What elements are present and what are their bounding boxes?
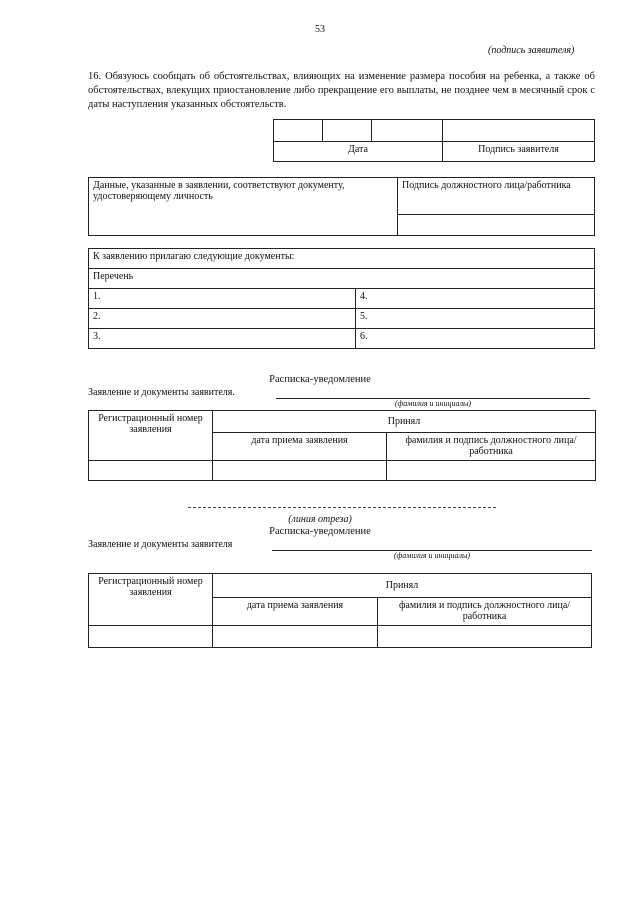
receipt2-sign-cell bbox=[378, 626, 592, 648]
receipt1-reg-cell bbox=[89, 461, 213, 481]
doc-item: 4. bbox=[356, 289, 595, 309]
date-signature-table bbox=[273, 119, 595, 162]
receipt1-sign-cell bbox=[387, 461, 596, 481]
verification-text: Данные, указанные в заявлении, соответствуют документу, удостоверяющему личность bbox=[89, 178, 398, 236]
date-cell-day bbox=[274, 120, 323, 142]
receipt1-accepted: Принял bbox=[213, 411, 596, 433]
signature-cell bbox=[443, 120, 595, 142]
receipt2-official-name-sign: фамилия и подпись должностного лица/работника bbox=[378, 598, 592, 626]
documents-header: К заявлению прилагаю следующие документы: bbox=[89, 249, 595, 269]
documents-table bbox=[88, 248, 595, 349]
paragraph-16: 16. Обязуюсь сообщать об обстоятельствах, влияющих на изменение размера пособия на ребенка, а также об обстоятельствах, влекущих приостановление либо прекращение его выплаты, не позднее чем в месячный срок с даты наступления указанных обстоятельств. bbox=[88, 71, 595, 110]
date-cell-year bbox=[372, 120, 443, 142]
receipt1-title: Расписка-уведомление bbox=[269, 374, 371, 385]
receipt1-official-name-sign: фамилия и подпись должностного лица/работника bbox=[387, 433, 596, 461]
doc-item: 5. bbox=[356, 309, 595, 329]
cut-line-label: (линия отреза) bbox=[288, 514, 352, 525]
receipt2-table bbox=[88, 573, 592, 648]
cut-line bbox=[188, 507, 496, 508]
date-cell-month bbox=[323, 120, 372, 142]
verification-table bbox=[88, 177, 595, 236]
doc-item: 6. bbox=[356, 329, 595, 349]
receipt1-reg-number: Регистрационный номер заявления bbox=[89, 411, 213, 461]
applicant-signature-caption: (подпись заявителя) bbox=[488, 45, 575, 56]
applicant-signature-label: Подпись заявителя bbox=[443, 142, 595, 162]
receipt2-date-received: дата приема заявления bbox=[213, 598, 378, 626]
receipt1-line-label: Заявление и документы заявителя. bbox=[88, 387, 235, 398]
receipt1-date-cell bbox=[213, 461, 387, 481]
page-number: 53 bbox=[315, 24, 325, 35]
receipt2-accepted: Принял bbox=[213, 574, 592, 598]
receipt2-title: Расписка-уведомление bbox=[269, 526, 371, 537]
receipt2-reg-cell bbox=[89, 626, 213, 648]
official-signature-label: Подпись должностного лица/работника bbox=[398, 178, 595, 215]
date-label: Дата bbox=[274, 142, 443, 162]
doc-item: 2. bbox=[89, 309, 356, 329]
receipt2-line-label: Заявление и документы заявителя bbox=[88, 539, 233, 550]
receipt2-date-cell bbox=[213, 626, 378, 648]
receipt2-under-label: (фамилия и инициалы) bbox=[393, 551, 471, 560]
receipt2-reg-number: Регистрационный номер заявления bbox=[89, 574, 213, 626]
documents-list-label: Перечень bbox=[89, 269, 595, 289]
doc-item: 1. bbox=[89, 289, 356, 309]
receipt1-date-received: дата приема заявления bbox=[213, 433, 387, 461]
official-signature-cell bbox=[398, 215, 595, 236]
doc-item: 3. bbox=[89, 329, 356, 349]
receipt1-table bbox=[88, 410, 596, 481]
receipt1-under-label: (фамилия и инициалы) bbox=[394, 399, 472, 408]
